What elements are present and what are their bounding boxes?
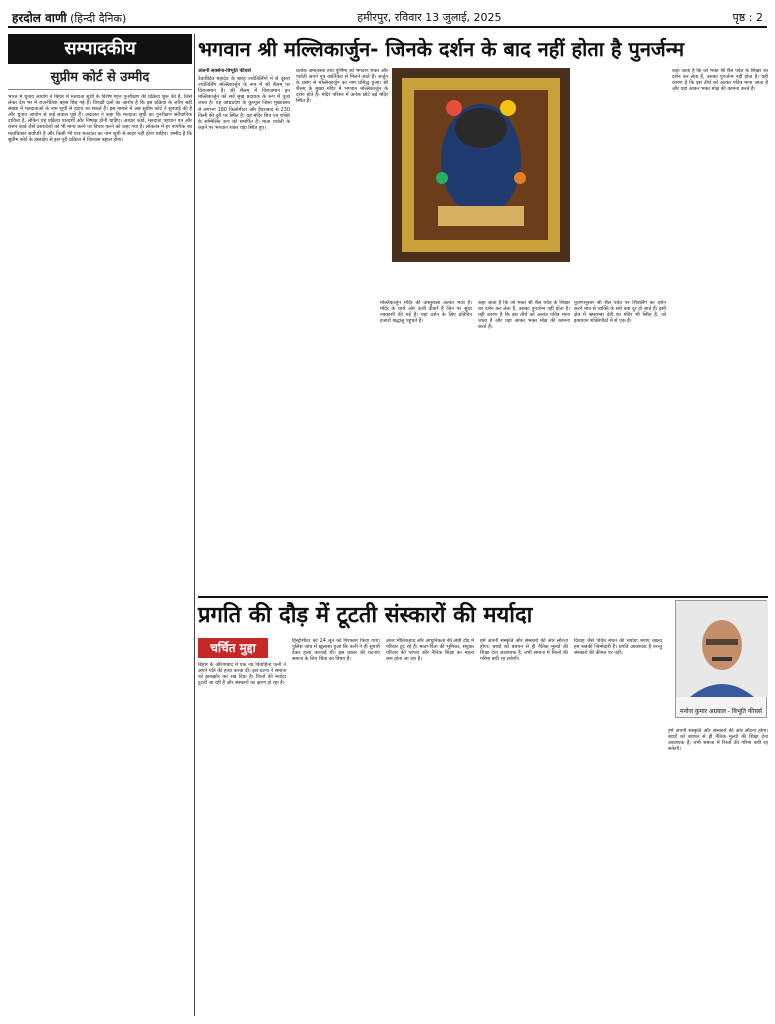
author-photo — [675, 600, 767, 718]
lead-col-2: प्रत्येक अमावस्या तथा पूर्णिमा को भगवान शंकर और पार्वती अपने पुत्र कार्तिकेय से मिलने आते हैं। अर्जुन के प्रसंग से मल्लिकार्जुन का नाम प्रसिद्ध हुआ। श्री शैलम् के मुख्य मंदिर में भगवान मल्लिकार्जुन के दर्शन होते हैं। मंदिर परिसर में अनेक छोटे बड़े मंदिर स्थित हैं। — [296, 68, 388, 105]
lead-col-6: कहा जाता है कि जो भक्त श्री शैल पर्वत के शिखर का दर्शन कर लेता है, उसका पुनर्जन्म नहीं होता है। यही कारण है कि इस तीर्थ को अत्यंत पवित्र माना जाता है और यहां आकर भक्त मोक्ष की कामना करते हैं। — [672, 68, 768, 93]
masthead — [8, 8, 767, 28]
paper-name: हरदोल वाणी — [12, 10, 67, 25]
place-date: हमीरपुर, रविवार 13 जुलाई, 2025 — [357, 10, 502, 24]
lead-col-1-text: देवाधिदेव महादेव के बारह ज्योतिर्लिंगों में से दूसरा ज्योतिर्लिंग मल्लिकार्जुन के रूप में श्री शैलम् पर विराजमान है। श्री शैलम् में विराजमान इन मल्लिकार्जुन को सर्व सुख प्रदायक के रूप में पूजा जाता है। यह आंध्रप्रदेश के कुरनूल जिला मुख्यालय से लगभग 180 किलोमीटर और हैदराबाद से 230 किमी की दूरी पर स्थित है। यह मंदिर शिव एवं शक्ति के सम्मिलित रूप को समर्पित है। माता पार्वती के कहने पर भगवान शंकर यहां स्थित हुए। — [198, 76, 290, 131]
lead-col-5: कहा जाता है कि जो भक्त श्री शैल पर्वत के शिखर का दर्शन कर लेता है, उसका पुनर्जन्म नहीं होता है। यही कारण है कि इस तीर्थ को अत्यंत पवित्र माना जाता है और यहां आकर भक्त मोक्ष की कामना करते हैं। — [478, 300, 570, 331]
second-col-2: हिस्ट्रीशीटर को 24 जून को गिरफ्तार किया गया। पुलिस जांच में खुलासा हुआ कि पत्नी ने ही सुपारी देकर हत्या करवाई थी। इस प्रकार की घटनाएं समाज के लिए चिंता का विषय हैं। — [292, 638, 380, 663]
column-divider — [194, 34, 195, 1016]
lead-col-4: मल्लिकार्जुन मंदिर की वास्तुकला अत्यंत भव्य है। मंदिर के चारों ओर ऊंची दीवारें हैं जिन पर सुंदर नक्काशी की गई है। यहां दर्शन के लिए प्रतिदिन हजारों श्रद्धालु पहुंचते हैं। — [380, 300, 472, 325]
second-col-4: हमें अपनी संस्कृति और संस्कारों की ओर लौटना होगा। बच्चों को बचपन से ही नैतिक मूल्यों की शिक्षा देना आवश्यक है, तभी समाज में रिश्तों की गरिमा बची रह सकेगी। — [480, 638, 568, 663]
lead-col-3: पुराणानुसार श्री शैल पर्वत पर शिवलिंग का दर्शन करने मात्र से व्यक्ति के सारे कष्ट दूर हो जाते हैं। इसी क्षेत्र में भ्रमराम्बा देवी का मंदिर भी स्थित है, जो इक्यावन शक्तिपीठों में से एक है। — [574, 300, 666, 325]
author-portrait — [676, 601, 768, 697]
lead-byline: अंजनी सक्सेना-विभूति फीचर्स — [198, 68, 251, 74]
second-col-3: आज भौतिकवाद और आधुनिकता की अंधी दौड़ में परिवार टूट रहे हैं। माता-पिता की भूमिका, संयुक्त परिवार की परंपरा और नैतिक शिक्षा का महत्व कम होता जा रहा है। — [386, 638, 474, 663]
lead-col-1 — [198, 68, 290, 592]
author-name: मनोज कुमार अग्रवाल - विभूति फीचर्स — [680, 708, 762, 715]
editorial-band: सम्पादकीय — [8, 34, 192, 64]
paper-type: (हिन्दी दैनिक) — [70, 11, 127, 25]
shrine-illustration — [392, 68, 570, 262]
page-number: पृष्ठ : 2 — [732, 10, 763, 24]
second-col-6: हमें अपनी संस्कृति और संस्कारों की ओर लौटना होगा। बच्चों को बचपन से ही नैतिक मूल्यों की शिक्षा देना आवश्यक है, तभी समाज में रिश्तों की गरिमा बची रह सकेगी। — [668, 728, 768, 753]
second-col-1: बिहार के औरंगाबाद में एक नव विवाहिता पत्नी ने अपने पति की हत्या करवा दी। इस घटना ने समाज को झकझोर कर रख दिया है। रिश्तों की मर्यादा टूटती जा रही है और संस्कारों का क्षरण हो रहा है। — [198, 662, 286, 687]
editorial-column — [8, 34, 192, 1016]
editorial-body: भारत में चुनाव आयोग ने बिहार में मतदाता सूची के विशेष गहन पुनरीक्षण की प्रक्रिया शुरू की है, जिसे लेकर देश भर में राजनीतिक बहस छिड़ गई है। विपक्षी दलों का आरोप है कि इस प्रक्रिया के जरिए बड़ी संख्या में मतदाताओं के नाम सूची से हटाए जा सकते हैं। इस मामले में अब सुप्रीम कोर्ट ने सुनवाई की है और चुनाव आयोग से कई सवाल पूछे हैं। अदालत ने कहा कि मतदाता सूची का पुनरीक्षण संवैधानिक दायित्व है, लेकिन यह प्रक्रिया पारदर्शी और निष्पक्ष होनी चाहिए। आधार कार्ड, मतदाता पहचान पत्र और राशन कार्ड जैसे दस्तावेजों को भी मान्य करने पर विचार करने को कहा गया है। लोकतंत्र में हर नागरिक का मताधिकार सर्वोपरि है और किसी भी पात्र मतदाता का नाम सूची से बाहर नहीं होना चाहिए। उम्मीद है कि सुप्रीम कोर्ट के हस्तक्षेप से इस पूरी प्रक्रिया में विश्वास बहाल होगा। — [8, 94, 192, 143]
section-tag: चर्चित मुद्दा — [198, 638, 268, 658]
editorial-title: सुप्रीम कोर्ट से उम्मीद — [8, 64, 192, 90]
shrine-photo — [392, 68, 570, 262]
second-col-5: विवाह जैसे पवित्र बंधन की मर्यादा बनाए रखना हम सबकी जिम्मेदारी है। प्रगति आवश्यक है परन्तु संस्कारों की कीमत पर नहीं। — [574, 638, 662, 657]
second-headline: प्रगति की दौड़ में टूटती संस्कारों की मर्यादा — [198, 603, 533, 628]
lead-headline: भगवान श्री मल्लिकार्जुन- जिनके दर्शन के बाद नहीं होता है पुनर्जन्म — [198, 37, 685, 61]
